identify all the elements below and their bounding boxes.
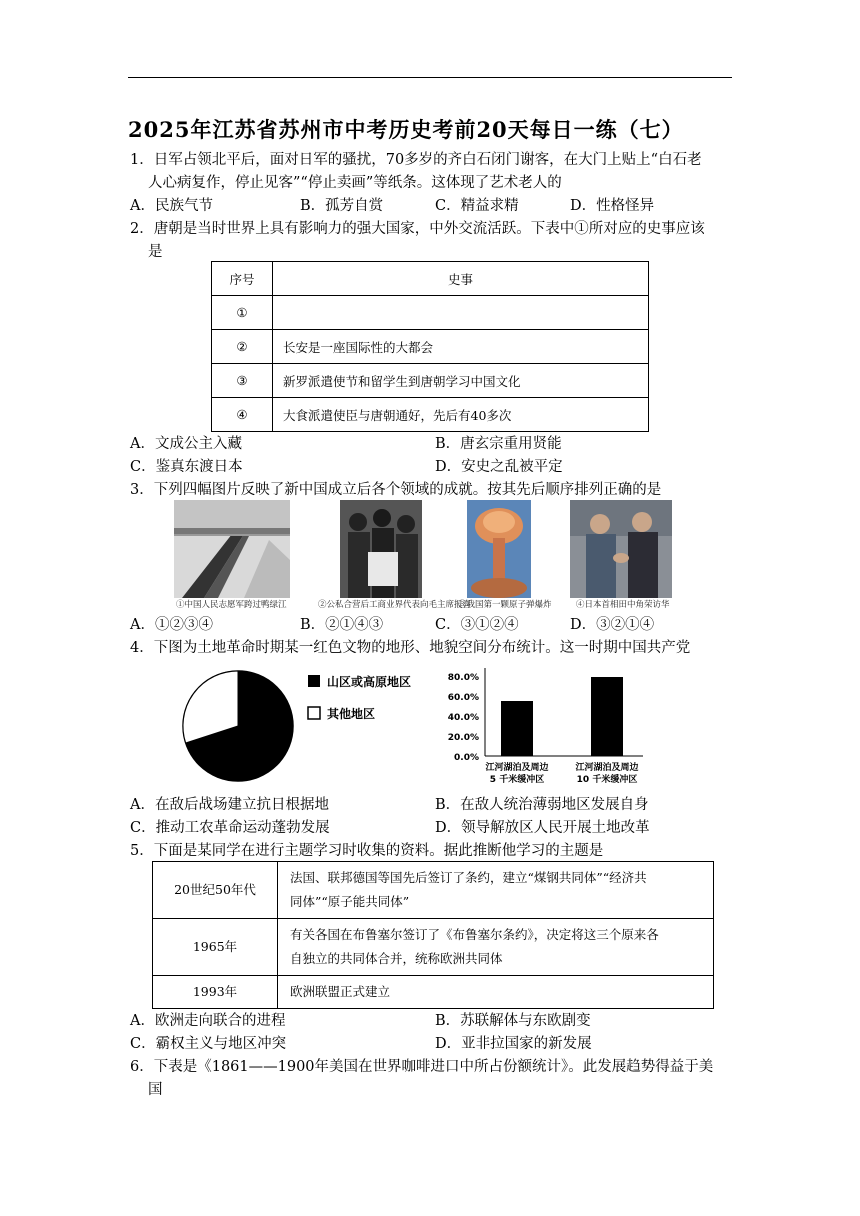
legend-label-other: 其他地区 xyxy=(327,707,376,721)
y-tick-label: 40.0% xyxy=(447,713,479,723)
q1-text-line2: 人心病复作，停止见客”“停止卖画”等纸条。这体现了艺术老人的 xyxy=(148,175,562,191)
page-title: 2025年江苏省苏州市中考历史考前20天每日一练（七） xyxy=(128,117,684,142)
x-tick-label: 江河湖泊及周边 xyxy=(575,763,639,773)
table-row xyxy=(212,262,649,296)
table-cell: ④ xyxy=(212,398,273,432)
q4-option-a[interactable]: A．在敌后战场建立抗日根据地 xyxy=(130,797,329,813)
photo-atomic-bomb-explosion xyxy=(467,500,531,598)
q6-text-line1: 6．下表是《1861——1900年美国在世界咖啡进口中所占份额统计》。此发展趋势得益于美 xyxy=(130,1059,714,1075)
q3-option-d[interactable]: D．③②①④ xyxy=(570,617,655,633)
y-tick-label: 20.0% xyxy=(447,733,479,743)
q2-option-b[interactable]: B．唐玄宗重用贤能 xyxy=(435,436,562,452)
table-cell xyxy=(278,862,714,919)
q3-option-a[interactable]: A．①②③④ xyxy=(130,617,213,633)
q2-option-c[interactable]: C．鉴真东渡日本 xyxy=(130,459,243,475)
q5-option-b[interactable]: B．苏联解体与东欧剧变 xyxy=(435,1013,591,1029)
table-row xyxy=(212,398,649,432)
q1-text-line1: 1．日军占领北平后，面对日军的骚扰，70多岁的齐白石闭门谢客，在大门上贴上“白石老 xyxy=(130,152,702,168)
table-cell xyxy=(278,919,714,976)
table-row xyxy=(212,330,649,364)
q3-text-line1: 3．下列四幅图片反映了新中国成立后各个领域的成就。按其先后顺序排列正确的是 xyxy=(130,482,662,498)
q4-option-b[interactable]: B．在敌人统治薄弱地区发展自身 xyxy=(435,797,649,813)
x-tick-label: 10 千米缓冲区 xyxy=(576,775,638,785)
q1-option-a[interactable]: A．民族气节 xyxy=(130,198,213,214)
q2-text-line2: 是 xyxy=(148,244,163,260)
q5-option-d[interactable]: D．亚非拉国家的新发展 xyxy=(435,1036,592,1052)
photo-volunteers-crossing-yalu xyxy=(174,500,290,598)
q5-option-a[interactable]: A．欧洲走向联合的进程 xyxy=(130,1013,286,1029)
table-row xyxy=(153,862,714,919)
q5-option-c[interactable]: C．霸权主义与地区冲突 xyxy=(130,1036,287,1052)
q2-option-d[interactable]: D．安史之乱被平定 xyxy=(435,459,563,475)
legend-label-mountain: 山区或高原地区 xyxy=(327,675,412,689)
pie-chart xyxy=(180,668,430,788)
header-rule xyxy=(128,77,732,78)
table-cell-line: 自独立的共同体合并，统称欧洲共同体 xyxy=(290,951,503,966)
x-tick-label: 5 千米缓冲区 xyxy=(489,775,545,785)
table-cell: 欧洲联盟正式建立 xyxy=(278,976,714,1009)
legend-swatch-other xyxy=(308,707,320,719)
q2-table xyxy=(211,261,649,432)
table-cell: 长安是一座国际性的大都会 xyxy=(273,330,649,364)
q2-text-line1: 2．唐朝是当时世界上具有影响力的强大国家，中外交流活跃。下表中①所对应的史事应该 xyxy=(130,221,705,237)
q6-text-line2: 国 xyxy=(148,1082,163,1098)
table-cell: ② xyxy=(212,330,273,364)
bar-chart xyxy=(445,664,675,792)
q4-option-d[interactable]: D．领导解放区人民开展土地改革 xyxy=(435,820,650,836)
photo-caption: ①中国人民志愿军跨过鸭绿江 xyxy=(176,600,287,610)
table-cell: ① xyxy=(212,296,273,330)
photo-caption: ③我国第一颗原子弹爆炸 xyxy=(458,600,552,610)
photo-caption: ④日本首相田中角荣访华 xyxy=(576,600,670,610)
table-row xyxy=(212,296,649,330)
y-tick-label: 0.0% xyxy=(454,753,479,763)
y-tick-label: 80.0% xyxy=(447,673,479,683)
q1-option-d[interactable]: D．性格怪异 xyxy=(570,198,655,214)
q3-option-b[interactable]: B．②①④③ xyxy=(300,617,384,633)
q1-option-b[interactable]: B．孤芳自赏 xyxy=(300,198,384,214)
bar-5km xyxy=(501,701,533,756)
table-header-cell: 序号 xyxy=(212,262,273,296)
table-cell: 新罗派遣使节和留学生到唐朝学习中国文化 xyxy=(273,364,649,398)
q4-text-line1: 4．下图为土地革命时期某一红色文物的地形、地貌空间分布统计。这一时期中国共产党 xyxy=(130,640,691,656)
table-cell-line: 同体”“原子能共同体” xyxy=(290,894,410,909)
photo-industrialists-reporting xyxy=(340,500,422,598)
x-tick-label: 江河湖泊及周边 xyxy=(485,763,549,773)
y-tick-label: 60.0% xyxy=(447,693,479,703)
table-row xyxy=(153,976,714,1009)
table-cell: ③ xyxy=(212,364,273,398)
table-row xyxy=(153,919,714,976)
table-cell-line: 有关各国在布鲁塞尔签订了《布鲁塞尔条约》，决定将这三个原来各 xyxy=(290,927,659,942)
table-cell: 20世纪50年代 xyxy=(153,862,278,919)
q5-text-line1: 5．下面是某同学在进行主题学习时收集的资料。据此推断他学习的主题是 xyxy=(130,843,604,859)
q5-table xyxy=(152,861,714,1009)
q1-option-c[interactable]: C．精益求精 xyxy=(435,198,519,214)
q3-option-c[interactable]: C．③①②④ xyxy=(435,617,519,633)
q4-option-c[interactable]: C．推动工农革命运动蓬勃发展 xyxy=(130,820,330,836)
table-header-cell: 史事 xyxy=(273,262,649,296)
photo-tanaka-visit-handshake xyxy=(570,500,672,598)
photo-caption: ②公私合营后工商业界代表向毛主席报喜 xyxy=(318,600,472,610)
table-row xyxy=(212,364,649,398)
table-cell-line: 法国、联邦德国等国先后签订了条约，建立“煤钢共同体”“经济共 xyxy=(290,870,647,885)
bar-10km xyxy=(591,677,623,756)
table-cell: 1993年 xyxy=(153,976,278,1009)
legend-swatch-mountain xyxy=(308,675,320,687)
table-cell xyxy=(273,296,649,330)
table-cell: 1965年 xyxy=(153,919,278,976)
table-cell: 大食派遣使臣与唐朝通好，先后有40多次 xyxy=(273,398,649,432)
q2-option-a[interactable]: A．文成公主入藏 xyxy=(130,436,242,452)
